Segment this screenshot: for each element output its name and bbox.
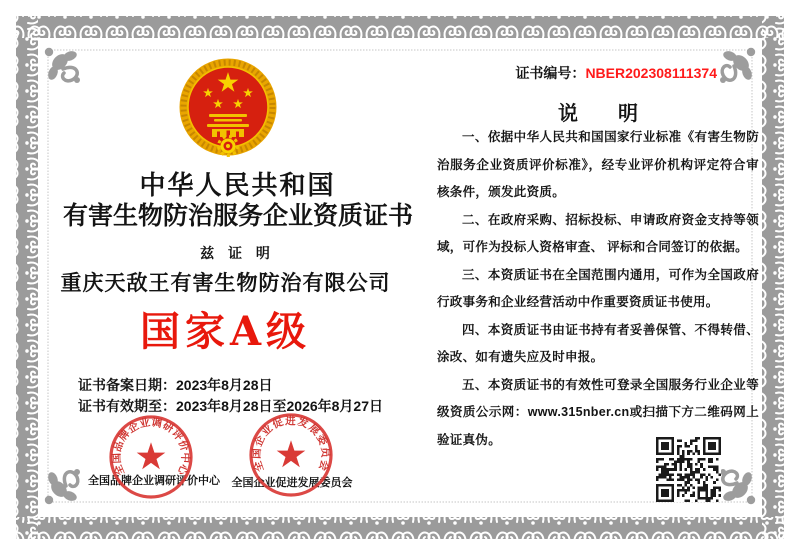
filing-date-value: 2023年8月28日: [176, 377, 273, 393]
notes-heading: 说 明: [558, 103, 638, 125]
corner-flourish-icon: [720, 48, 755, 83]
country-title: 中华人民共和国: [139, 170, 336, 200]
certificate-title: 有害生物防治服务企业资质证书: [62, 202, 413, 230]
seal-caption-right: 全国企业促进发展委员会: [231, 477, 353, 489]
note-item-2: 二、在政府采购、招标投标、申请政府资金支持等领域，可作为投标人资格审查、 评标和合同签订的依据。: [437, 212, 759, 254]
note-item-3: 三、本资质证书在全国范围内通用，可作为全国政府行政事务和企业经营活动中作重要资质证书使用。: [437, 267, 759, 309]
filing-date-row: [78, 375, 383, 396]
seal-ring-text-right: 全国企业促进发展委员会: [250, 414, 332, 474]
notes-body: [437, 124, 759, 454]
note-item-4: 四、本资质证书由证书持有者妥善保管、不得转借、涂改、如有遗失应及时申报。: [437, 322, 759, 364]
corner-flourish-icon: [45, 48, 80, 83]
certificate-dates: [78, 375, 383, 417]
grade-level: 国家A级: [139, 308, 312, 355]
qr-code: [656, 437, 721, 502]
official-seal-stamp-right: [246, 410, 336, 500]
filing-date-label: 证书备案日期：: [78, 377, 176, 393]
seal-star-icon: [137, 442, 166, 469]
seal-ring-text-left: 全国品牌企业调研评价中心: [110, 416, 192, 478]
note-item-1: 一、依据中华人民共和国国家行业标准《有害生物防治服务企业资质评价标准》，经专业评价机构评定符合审核条件，颁发此资质。: [437, 130, 759, 199]
corner-flourish-icon: [720, 469, 755, 504]
validity-date-value: 2023年8月28日至2026年8月27日: [176, 398, 384, 414]
national-emblem-icon: [177, 56, 279, 160]
company-name: 重庆天敌王有害生物防治有限公司: [60, 272, 391, 295]
note-item-5: 五、本资质证书的有效性可登录全国服务行业企业等级资质公示网：www.315nber.cn或扫描下方二维码网上验证真伪。: [437, 377, 759, 447]
certificate-number-value: NBER202308111374: [585, 65, 717, 81]
certificate-number-label: 证书编号：: [515, 65, 586, 81]
certify-label: 兹 证 明: [200, 245, 275, 261]
seal-caption-left: 全国品牌企业调研评价中心: [88, 475, 220, 487]
certificate-number-row: [437, 63, 717, 83]
seal-star-icon: [277, 440, 306, 467]
validity-date-label: 证书有效期至：: [78, 398, 176, 414]
official-seal-stamp-left: [106, 412, 196, 502]
